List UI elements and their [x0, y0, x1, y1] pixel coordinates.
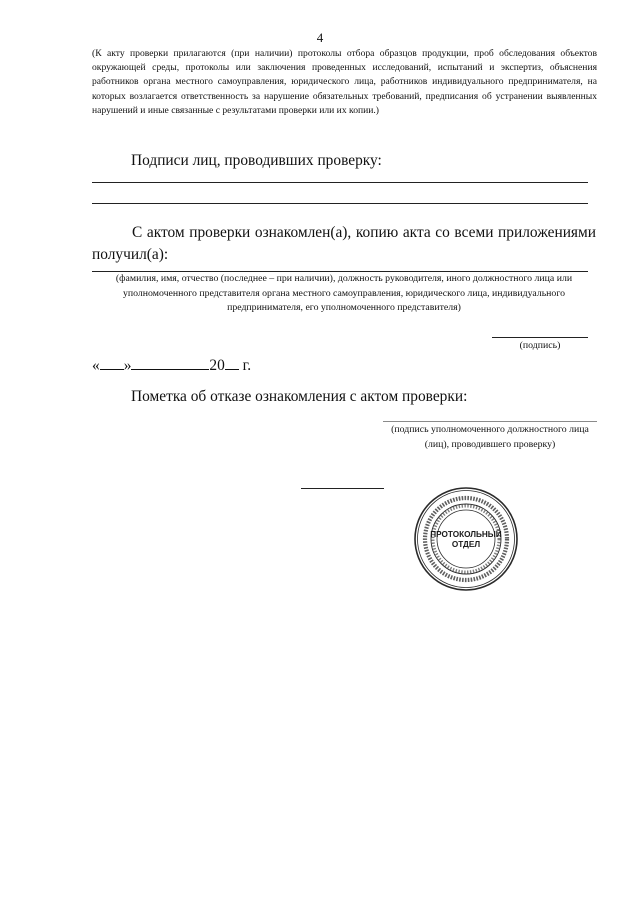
page-number: 4: [316, 30, 324, 45]
recipient-signature-caption: (подпись): [519, 340, 561, 351]
refusal-signature-line: [383, 421, 597, 422]
date-month-blank: [131, 355, 209, 370]
recipient-caption: (фамилия, имя, отчество (последнее – при наличии), должность руководителя, иного должностного лица или уполномоченного представителя органа местного самоуправления, юридического лица, индивидуального предпринимателя, его уполномоченного представителя): [115, 273, 573, 314]
stamp-text-line2: ОТДЕЛ: [451, 540, 481, 549]
recipient-signature-line: [492, 337, 588, 338]
date-field: [92, 355, 251, 375]
acquaintance-text: С актом проверки ознакомлен(а), копию акта со всеми приложениями получил(а):: [92, 224, 596, 263]
refusal-heading: Пометка об отказе ознакомления с актом проверки:: [131, 388, 468, 405]
date-year-blank: [225, 355, 239, 370]
official-signature-line: [301, 488, 384, 489]
refusal-caption: (подпись уполномоченного должностного лица (лиц), проводившего проверку): [391, 424, 589, 450]
date-suffix: г.: [238, 357, 252, 374]
signature-line-1: [92, 182, 588, 183]
stamp-seal: [413, 486, 519, 592]
date-close-quote: »: [123, 357, 132, 374]
date-century: 20: [209, 357, 225, 374]
date-open-quote: «: [92, 357, 100, 374]
stamp-text-line1: ПРОТОКОЛЬНЫЙ: [430, 530, 502, 539]
signatures-heading: Подписи лиц, проводивших проверку:: [131, 152, 382, 169]
attachments-note: (К акту проверки прилагаются (при наличии) протоколы отбора образцов продукции, проб обследования объектов окружающей среды, протоколы или заключения проведенных исследований, испытаний и экспертиз, объяснения работников органа местного самоуправления, юридического лица, работников индивидуального предпринимателя, на которых возлагается ответственность за нарушение обязательных требований, предписания об устранении выявленных нарушений и иные связанные с результатами проверки или их копии.): [92, 48, 597, 116]
signature-line-2: [92, 203, 588, 204]
date-day-blank: [100, 355, 124, 370]
